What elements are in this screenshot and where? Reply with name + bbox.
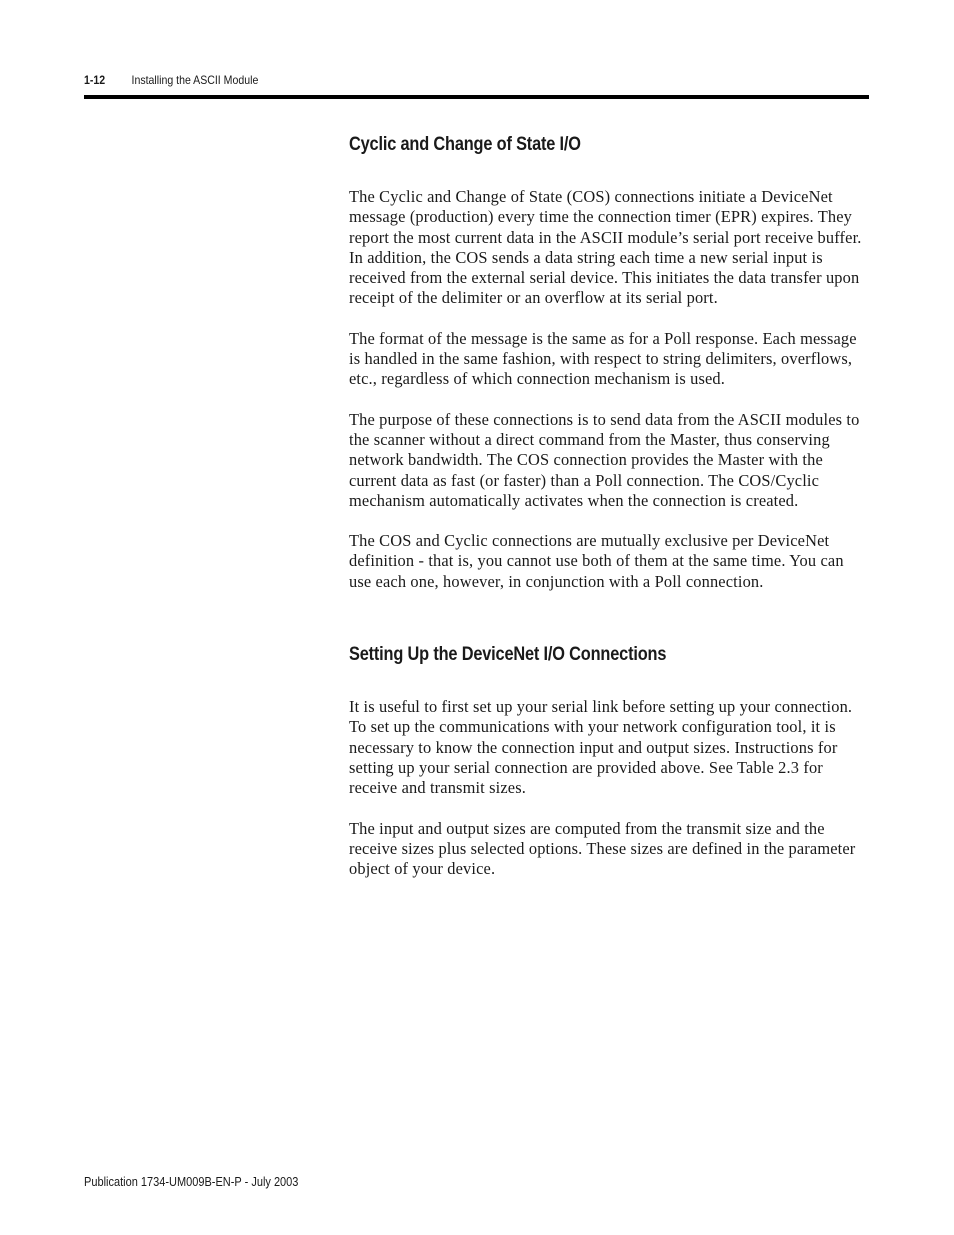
- paragraph: The Cyclic and Change of State (COS) connections initiate a DeviceNet message (production) every time the connection timer (EPR) expires. They report the most current data in the ASCII module’s serial port receive buffer. In addition, the COS sends a data string each time a new serial input is received from the external serial device. This initiates the data transfer upon receipt of the delimiter or an overflow at its serial port.: [349, 187, 862, 308]
- section-heading-cyclic-cos: Cyclic and Change of State I/O: [349, 134, 581, 155]
- paragraph: It is useful to first set up your serial link before setting up your connection. To set up the communications with your network configuration tool, it is necessary to know the connection input and output sizes. Instructions for setting up your serial connection are provided above. See Table 2.3 for receive and transmit sizes.: [349, 697, 853, 798]
- paragraph: The purpose of these connections is to send data from the ASCII modules to the scanner without a direct command from the Master, thus conserving network bandwidth. The COS connection provides the Master with the current data as fast (or faster) than a Poll connection. The COS/Cyclic mechanism automatically activates when the connection is created.: [349, 409, 860, 510]
- paragraph: The input and output sizes are computed from the transmit size and the receive sizes plus selected options. These sizes are defined in the parameter object of your device.: [349, 818, 856, 879]
- section-heading-devicenet-io: Setting Up the DeviceNet I/O Connections: [349, 644, 667, 666]
- page-header: [84, 73, 258, 87]
- paragraph: The format of the message is the same as for a Poll response. Each message is handled in the same fashion, with respect to string delimiters, overflows, etc., regardless of which connection mechanism is used.: [349, 328, 857, 389]
- page-number: 1-12: [84, 73, 106, 87]
- paragraph: The COS and Cyclic connections are mutually exclusive per DeviceNet definition - that is, you cannot use both of them at the same time. You can use each one, however, in conjunction with a Poll connection.: [349, 531, 844, 591]
- publication-footer: Publication 1734-UM009B-EN-P - July 2003: [84, 1175, 299, 1189]
- page-content: [349, 134, 869, 879]
- header-rule: [84, 95, 869, 99]
- chapter-title: Installing the ASCII Module: [131, 73, 259, 87]
